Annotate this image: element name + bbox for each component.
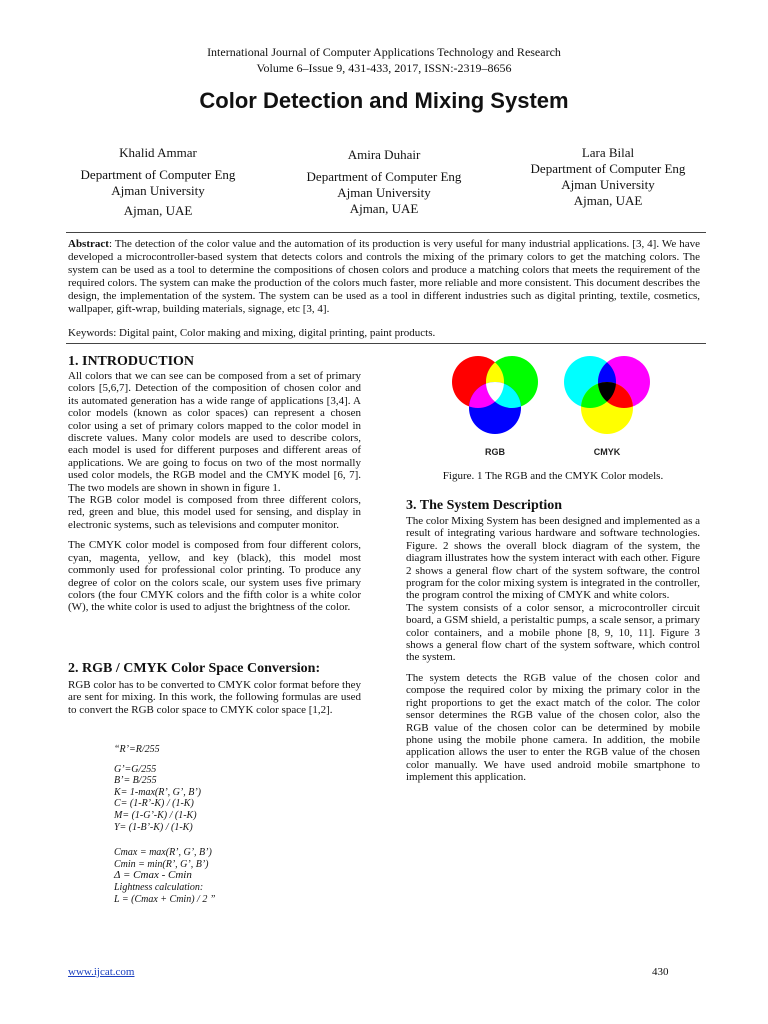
formula-line: C= (1-R’-K) / (1-K) <box>114 798 194 810</box>
figure-rgb-cmyk <box>440 354 690 466</box>
formula-line: K= 1-max(R’, G’, B’) <box>114 786 201 798</box>
formula-line: G’=G/255 <box>114 763 157 775</box>
intro-body <box>68 370 361 614</box>
cmyk-label: CMYK <box>593 447 621 457</box>
author-block-1 <box>58 145 258 219</box>
author-dept: Department of Computer Eng <box>530 161 686 176</box>
formula-gap <box>114 833 215 847</box>
divider-bottom <box>66 343 706 344</box>
abstract-text: : The detection of the color value and the automation of its production is very useful for many industrial applications. [3, 4]. We have developed a microcontroller-based system that detects colors and controls the mixing of the primary colors to get the matching colors. The system can be used as a tool to determine the compositions of chosen colors and produce a matching colors that meets the requirement of the required colors. The system can make the production of the colors much faster, more reliable and more consistent. This document describes the design, the implementation of the system. The system can be used as a tool in different industries such as digital printing, textile, cosmetics, wallpaper, gift-wrap, building materials, signage, etc [3, 4]. <box>68 238 700 315</box>
author-uni: Ajman University <box>561 177 655 192</box>
paragraph: All colors that we can see can be composed from a set of primary colors [5,6,7]. Detection of the composition of chosen color and its automated generation has a wide range of applications [3,4]. A color models (known as color spaces) can represent a chosen color using a set of primary colors mapped to the color model in discrete values. Many color models are used to describe colors, each model is used for different purposes and different areas of applications. We are going to focus on two of the most normally used color models, the RGB model and the CMYK model [6, 7]. The two models are shown in shown in figure 1. <box>68 370 361 494</box>
paper-title: Color Detection and Mixing System <box>199 88 569 113</box>
author-name: Amira Duhair <box>347 147 421 162</box>
formula-line: Δ = Cmax - Cmin <box>114 869 192 882</box>
abstract-label: Abstract <box>68 238 109 250</box>
author-uni: Ajman University <box>111 183 205 198</box>
formula-line: Y= (1-B’-K) / (1-K) <box>114 821 193 833</box>
formula-line: L = (Cmax + Cmin) / 2 ” <box>114 893 216 905</box>
paragraph: The system consists of a color sensor, a microcontroller circuit board, a GSM shield, a peristaltic pumps, a scale sensor, a primary color containers, and a mobile phone [8, 9, 10, 11]. Figure 3 shows a general flow chart of the system software, which control the system. <box>406 601 700 664</box>
author-name: Khalid Ammar <box>119 145 197 160</box>
formula-line: B’= B/255 <box>114 775 157 787</box>
author-block-2 <box>284 147 484 217</box>
paragraph: The color Mixing System has been designed and implemented as a result of integrating various hardware and software technologies. Figure. 2 shows the overall block diagram of the system, the diagram illustrates how the system interact with each other. Figure 2 shows a general flow chart of the system software, the control program for the color mixing system is integrated in the controller, the program control the mixing of CMYK and white colors. <box>406 515 700 602</box>
journal-name: International Journal of Computer Applications Technology and Research <box>207 45 561 59</box>
author-loc: Ajman, UAE <box>123 203 193 218</box>
heading-introduction: 1. INTRODUCTION <box>68 354 195 369</box>
author-uni: Ajman University <box>337 185 431 200</box>
heading-conversion: 2. RGB / CMYK Color Space Conversion: <box>68 661 321 676</box>
figure-caption: Figure. 1 The RGB and the CMYK Color models. <box>442 470 664 482</box>
formula-line: Lightness calculation: <box>114 881 204 893</box>
system-description-body <box>406 515 700 784</box>
formula-line: Cmin = min(R’, G’, B’) <box>114 858 209 870</box>
paragraph: The RGB color model is composed from three different colors, red, green and blue, this model used for sensing, and display in electronic systems, such as televisions and computer monitor. <box>68 494 361 531</box>
formula-line: Cmax = max(R’, G’, B’) <box>114 847 212 859</box>
formula-block <box>114 744 215 905</box>
divider-top <box>66 232 706 233</box>
conversion-body <box>68 679 361 716</box>
paragraph: The CMYK color model is composed from four different colors, cyan, magenta, yellow, and key (black), this model most commonly used for professional color printing. To produce any degree of color on the colors scale, our system uses five primary colors (the four CMYK colors and the fifth color is a white color (W), the white color is used to adjust the brightness of the color. <box>68 539 361 614</box>
journal-website-link[interactable]: www.ijcat.com <box>68 966 135 978</box>
paragraph: The system detects the RGB value of the chosen color and compose the required color by mixing the primary color in the right proportions to get the exact match of the color. The color sensor determines the RGB value of the chosen color, also the RGB value of the chosen color can be determined by mobile phone using the mobile phone camera. In addition, the mobile application allows the user to enter the RGB value of the chosen color manually. We have used android mobile smartphone to implement this application. <box>406 671 700 784</box>
author-loc: Ajman, UAE <box>349 201 419 216</box>
heading-system-description: 3. The System Description <box>406 498 563 513</box>
author-loc: Ajman, UAE <box>573 193 643 208</box>
formula-gap <box>114 756 215 764</box>
abstract <box>68 238 700 316</box>
rgb-diagram <box>452 356 538 457</box>
author-dept: Department of Computer Eng <box>80 167 236 182</box>
formula-line: M= (1-G’-K) / (1-K) <box>114 809 197 821</box>
journal-header <box>0 44 768 76</box>
author-name: Lara Bilal <box>581 145 635 160</box>
author-block-3 <box>508 145 708 209</box>
author-dept: Department of Computer Eng <box>306 169 462 184</box>
journal-volume: Volume 6–Issue 9, 431-433, 2017, ISSN:-2319–8656 <box>256 61 512 75</box>
rgb-label: RGB <box>485 447 505 457</box>
paragraph: RGB color has to be converted to CMYK color format before they are sent for mixing. In this work, the following formulas are used to convert the RGB color space to CMYK color space [1,2]. <box>68 679 361 716</box>
cmyk-diagram <box>564 356 650 457</box>
page-number: 430 <box>652 966 669 978</box>
formula-line: “R’=R/255 <box>114 744 160 755</box>
keywords: Keywords: Digital paint, Color making and mixing, digital printing, paint products. <box>68 327 436 339</box>
